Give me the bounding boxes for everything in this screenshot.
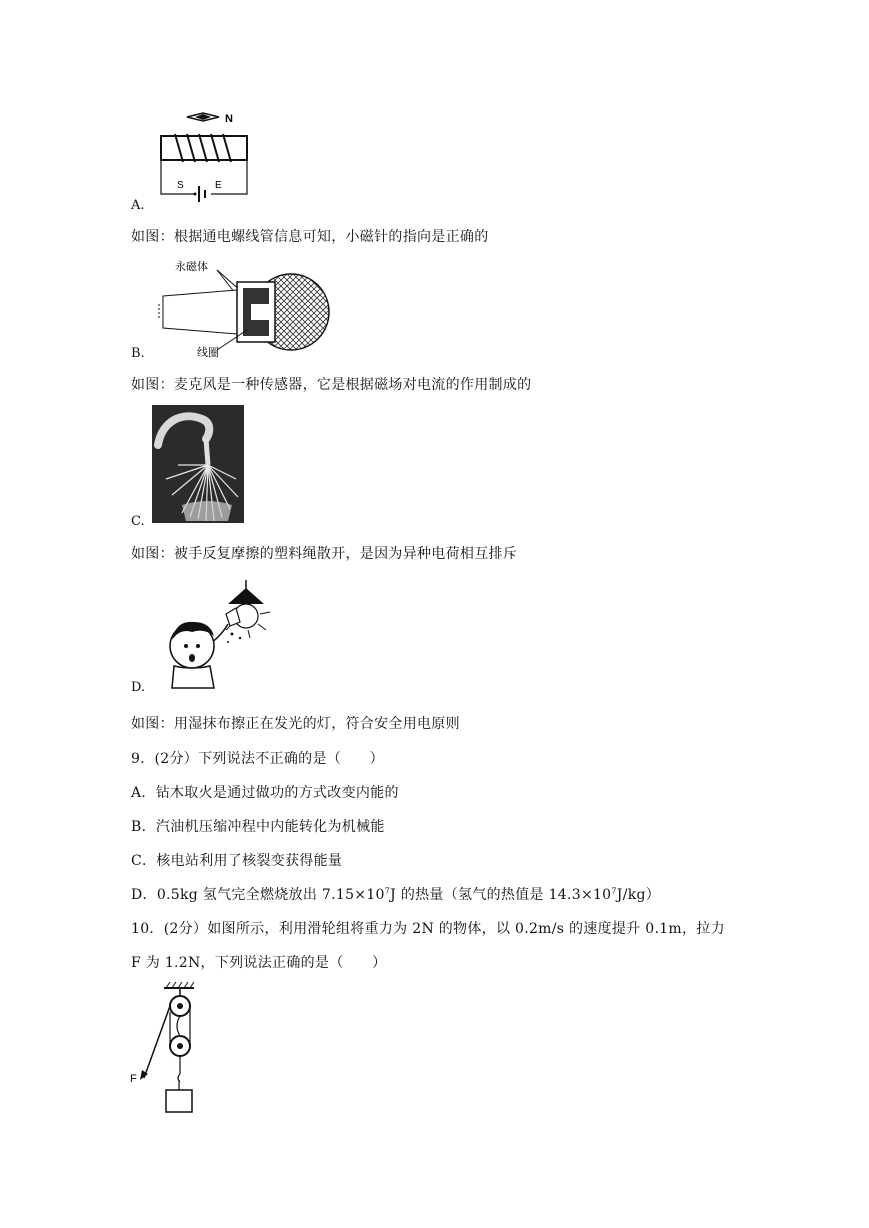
pulley-system-figure (128, 982, 208, 1116)
question-9-option-a: A．钻木取火是通过做功的方式改变内能的 (131, 785, 399, 801)
q9d-part2: J 的热量（氢气的热值是 14.3×10 (390, 887, 612, 903)
option-a-caption: 如图：根据通电螺线管信息可知，小磁针的指向是正确的 (131, 229, 489, 245)
question-10-stem-line2: F 为 1.2N，下列说法正确的是（ ） (131, 955, 387, 971)
question-9-option-d (131, 886, 660, 904)
question-10-stem-line1: 10．(2分）如图所示，利用滑轮组将重力为 2N 的物体，以 0.2m/s 的速度提升 0.1m，拉力 (131, 921, 725, 937)
solenoid-compass-figure (155, 108, 255, 208)
option-c-caption: 如图：被手反复摩擦的塑料绳散开，是因为异种电荷相互排斥 (131, 546, 518, 562)
q9d-exponent-2: 7 (611, 886, 617, 896)
force-label: F (130, 1073, 137, 1085)
option-c-letter: C. (131, 514, 145, 529)
switch-label: S (177, 180, 184, 191)
compass-north-label: N (225, 113, 233, 125)
option-d-letter: D. (131, 680, 146, 695)
option-d-caption: 如图：用湿抹布擦正在发光的灯，符合安全用电原则 (131, 716, 460, 732)
q9d-part1: D．0.5kg 氢气完全燃烧放出 7.15×10 (131, 887, 385, 903)
plastic-rope-photo (152, 405, 244, 523)
magnet-label: 永磁体 (175, 260, 208, 273)
option-b-letter: B. (131, 346, 145, 361)
q9d-exponent-1: 7 (384, 886, 391, 896)
question-9-option-c: C．核电站利用了核裂变获得能量 (131, 853, 343, 869)
question-9-option-b: B．汽油机压缩冲程中内能转化为机械能 (131, 819, 385, 835)
option-b-caption: 如图：麦克风是一种传感器，它是根据磁场对电流的作用制成的 (131, 377, 532, 393)
battery-label: E (215, 180, 222, 191)
option-a-letter: A. (131, 198, 145, 213)
wet-cloth-lamp-figure (160, 578, 276, 692)
microphone-figure (155, 256, 335, 360)
q9d-part3: J/kg） (616, 887, 661, 903)
coil-label: 线圈 (197, 346, 219, 359)
question-9-stem: 9．(2分）下列说法不正确的是（ ） (131, 751, 384, 767)
